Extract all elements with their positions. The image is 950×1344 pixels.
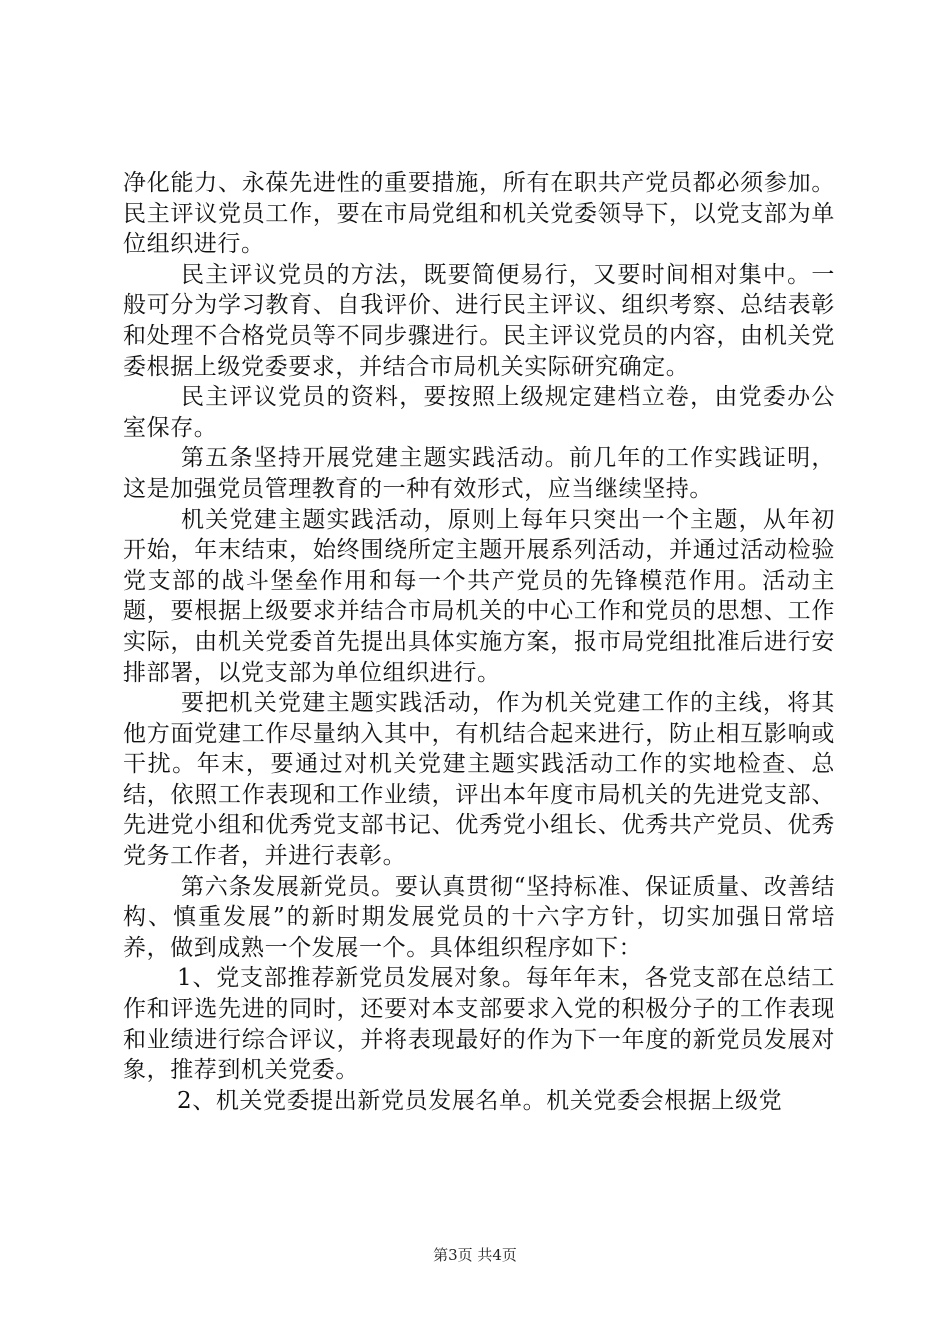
paragraph-8: 1、党支部推荐新党员发展对象。每年年末，各党支部在总结工作和评选先进的同时，还要对本支部要求入党的积极分子的工作表现和业绩进行综合评议，并将表现最好的作为下一年度的新党员发展对象，推荐到机关党委。: [123, 965, 835, 1084]
paragraph-6: 要把机关党建主题实践活动，作为机关党建工作的主线，将其他方面党建工作尽量纳入其中，有机结合起来进行，防止相互影响或干扰。年末，要通过对机关党建主题实践活动工作的实地检查、总结，依照工作表现和工作业绩，评出本年度市局机关的先进党支部、先进党小组和优秀党支部书记、优秀党小组长、优秀共产党员、优秀党务工作者，并进行表彰。: [123, 690, 835, 870]
paragraph-7: 第六条发展新党员。要认真贯彻“坚持标准、保证质量、改善结构、慎重发展”的新时期发展党员的十六字方针，切实加强日常培养，做到成熟一个发展一个。具体组织程序如下：: [123, 873, 835, 961]
paragraph-5: 机关党建主题实践活动，原则上每年只突出一个主题，从年初开始，年末结束，始终围绕所定主题开展系列活动，并通过活动检验党支部的战斗堡垒作用和每一个共产党员的先锋模范作用。活动主题，要根据上级要求并结合市局机关的中心工作和党员的思想、工作实际，由机关党委首先提出具体实施方案，报市局党组批准后进行安排部署，以党支部为单位组织进行。: [123, 506, 835, 686]
paragraph-4: 第五条坚持开展党建主题实践活动。前几年的工作实践证明，这是加强党员管理教育的一种有效形式，应当继续坚持。: [123, 445, 835, 502]
paragraph-9: 2、机关党委提出新党员发展名单。机关党委会根据上级党: [177, 1087, 783, 1114]
document-body: [123, 168, 835, 1116]
page-number: 第3页 共4页: [433, 1246, 517, 1264]
paragraph-3: 民主评议党员的资料，要按照上级规定建档立卷，由党委办公室保存。: [123, 384, 835, 441]
paragraph-2: 民主评议党员的方法，既要简便易行，又要时间相对集中。一般可分为学习教育、自我评价、进行民主评议、组织考察、总结表彰和处理不合格党员等不同步骤进行。民主评议党员的内容，由机关党委根据上级党委要求，并结合市局机关实际研究确定。: [123, 261, 835, 380]
paragraph-1: 净化能力、永葆先进性的重要措施，所有在职共产党员都必须参加。民主评议党员工作，要在市局党组和机关党委领导下，以党支部为单位组织进行。: [123, 170, 835, 258]
